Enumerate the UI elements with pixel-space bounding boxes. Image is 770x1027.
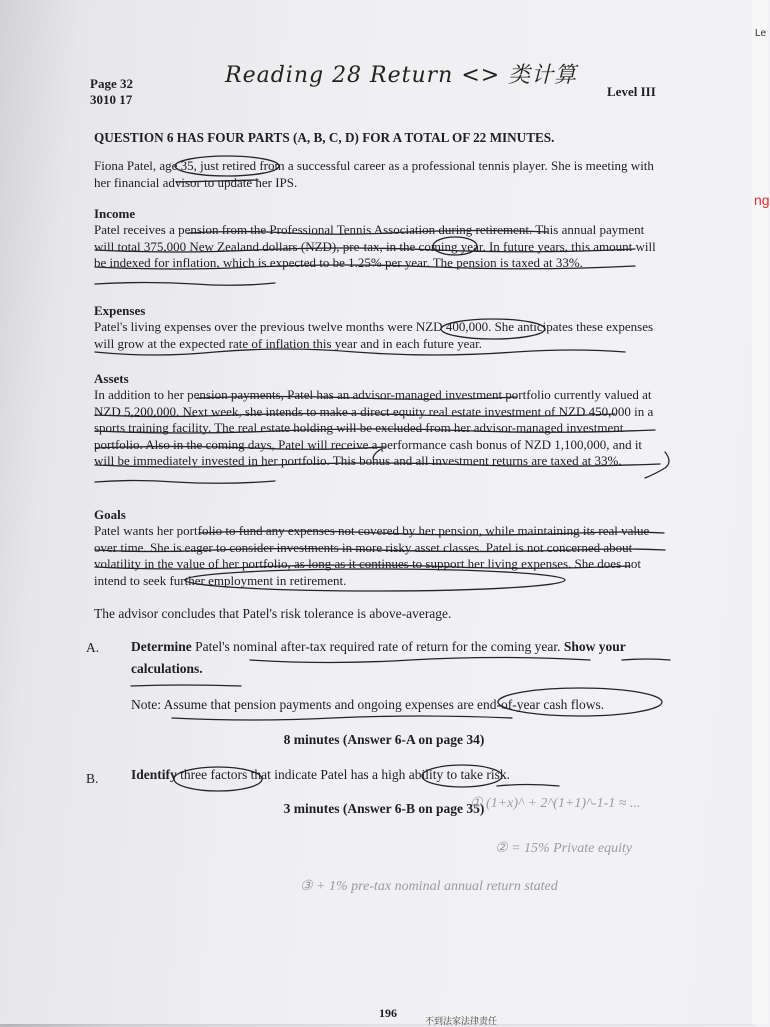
question-b-letter: B. xyxy=(86,771,99,786)
footer-stamp: 不到法家法律责任 xyxy=(425,1016,498,1026)
goals-heading: Goals xyxy=(94,507,126,522)
bleed-through-line-1: ① (1+x)^ + 2^(1+1)^-1-1 ≈ ... xyxy=(470,796,641,811)
expenses-heading: Expenses xyxy=(94,303,146,318)
level-label: Level III xyxy=(607,84,656,99)
question-a-text xyxy=(131,636,671,680)
page-number: 196 xyxy=(379,1006,397,1020)
goals-paragraph: Patel wants her portfolio to fund any expenses not covered by her pension, while maintaining its real value over time. She is eager to consider investments in more risky asset classes. Patel is not concerned about volatility in the value of her portfolio, as long as it continues to support her living expenses. She does not intend to seek further employment in retirement. xyxy=(94,523,650,588)
underline-question-a-note xyxy=(172,716,512,720)
intro-paragraph: Fiona Patel, age 35, just retired from a successful career as a professional tennis player. She is meeting with her financial advisor to update her IPS. xyxy=(94,158,654,190)
question-b-text xyxy=(131,764,671,786)
question-a-letter: A. xyxy=(86,640,100,655)
question-a-verb: Determine xyxy=(131,639,192,654)
doc-code: 3010 17 xyxy=(90,92,133,107)
income-paragraph: Patel receives a pension from the Professional Tennis Association during retirement. This annual payment will total 375,000 New Zealand dollars (NZD), pre-tax, in the coming year. In future years, this amount will be indexed for inflation, which is expected to be 1.25% per year. The pension is taxed at 33%. xyxy=(94,222,656,271)
question-b-minutes: 3 minutes (Answer 6-B on page 35) xyxy=(283,801,485,816)
question-a-show: Show your calculations. xyxy=(131,639,626,676)
assets-heading: Assets xyxy=(94,371,129,386)
handwritten-note: Reading 28 Return <> 类计算 xyxy=(225,63,578,88)
page-label-text: Page 32 xyxy=(90,76,133,91)
question-a-body: Patel's nominal after-tax required rate of return for the coming year. xyxy=(195,639,561,654)
assets-paragraph: In addition to her pension payments, Patel has an advisor-managed investment portfolio currently valued at NZD 5,200,000. Next week, she intends to make a direct equity real estate investment of NZD 450,000 in a sports training facility. The real estate holding will be excluded from her advisor-managed investment portfolio. Also in the coming days, Patel will receive a performance cash bonus of NZD 1,100,000, and it will be immediately invested in her portfolio. This bonus and all investment returns are taxed at 33%. xyxy=(94,387,654,469)
underline-question-a-2 xyxy=(131,685,241,686)
bleed-through-line-3: ③ + 1% pre-tax nominal annual return stated xyxy=(300,879,558,894)
adjacent-page-edge xyxy=(752,0,768,1024)
expenses-paragraph: Patel's living expenses over the previous twelve months were NZD 400,000. She anticipates these expenses will grow at the expected rate of inflation this year and in each future year. xyxy=(94,319,654,351)
income-heading: Income xyxy=(94,206,136,221)
question-title: QUESTION 6 HAS FOUR PARTS (A, B, C, D) FOR A TOTAL OF 22 MINUTES. xyxy=(94,130,555,145)
edge-text-mid: ng xyxy=(754,192,770,208)
bleed-through-line-2: ② = 15% Private equity xyxy=(495,841,633,856)
question-b-body: three factors that indicate Patel has a high ability to take risk. xyxy=(180,767,511,782)
conclusion: The advisor concludes that Patel's risk tolerance is above-average. xyxy=(94,606,452,621)
edge-text-top: Le xyxy=(755,28,767,39)
question-a-minutes: 8 minutes (Answer 6-A on page 34) xyxy=(283,732,485,747)
underline-assets-6 xyxy=(95,481,275,484)
page-label xyxy=(90,76,133,108)
question-a-note: Note: Assume that pension payments and ongoing expenses are end-of-year cash flows. xyxy=(131,697,605,712)
question-b-verb: Identify xyxy=(131,767,177,782)
underline-income-4 xyxy=(95,283,275,286)
